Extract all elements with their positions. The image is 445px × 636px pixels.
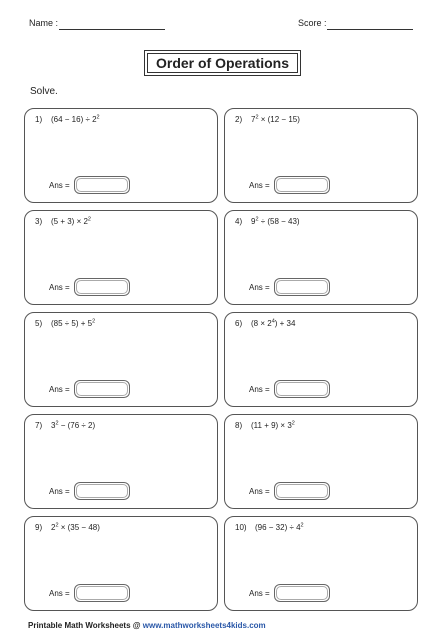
exponent: 2 <box>300 522 304 529</box>
expression-text: × (35 − 48) <box>58 523 100 532</box>
expression-text: 7 <box>251 115 256 124</box>
footer-prefix: Printable Math Worksheets @ <box>28 621 143 630</box>
problem-card <box>224 312 418 407</box>
answer-label: Ans = <box>49 385 70 394</box>
problem-number: 4) <box>235 217 243 226</box>
problem-expression <box>51 115 100 124</box>
answer-label: Ans = <box>49 589 70 598</box>
problem-expression <box>251 217 300 226</box>
expression-text: (5 + 3) × 2 <box>51 217 88 226</box>
exponent: 2 <box>87 216 91 223</box>
problem-expression <box>251 421 295 430</box>
problem-card <box>24 414 218 509</box>
answer-input-inner <box>76 280 128 294</box>
expression-text: 9 <box>251 217 256 226</box>
exponent: 2 <box>55 522 59 529</box>
title-frame <box>144 50 301 76</box>
answer-label: Ans = <box>249 385 270 394</box>
answer-input-inner <box>276 382 328 396</box>
answer-input[interactable] <box>74 584 130 602</box>
worksheet-title: Order of Operations <box>147 53 298 73</box>
score-field-line[interactable] <box>327 29 413 30</box>
answer-input[interactable] <box>74 482 130 500</box>
problem-expression <box>51 421 95 430</box>
exponent: 2 <box>255 216 259 223</box>
name-field-line[interactable] <box>59 29 165 30</box>
footer <box>28 621 266 630</box>
answer-input[interactable] <box>274 482 330 500</box>
expression-text: ÷ (58 − 43) <box>258 217 300 226</box>
problem-expression <box>251 319 295 328</box>
answer-label: Ans = <box>249 181 270 190</box>
answer-label: Ans = <box>249 283 270 292</box>
answer-input[interactable] <box>274 278 330 296</box>
answer-input-inner <box>76 382 128 396</box>
problem-number: 8) <box>235 421 243 430</box>
answer-input-inner <box>76 586 128 600</box>
expression-text: × (12 − 15) <box>258 115 300 124</box>
problem-card <box>224 516 418 611</box>
exponent: 2 <box>291 420 295 427</box>
problem-number: 6) <box>235 319 243 328</box>
expression-text: (8 × 2 <box>251 319 272 328</box>
answer-input[interactable] <box>74 176 130 194</box>
exponent: 2 <box>92 318 96 325</box>
problem-expression <box>51 523 100 532</box>
answer-input[interactable] <box>274 584 330 602</box>
problem-card <box>224 414 418 509</box>
answer-input-inner <box>276 178 328 192</box>
answer-label: Ans = <box>49 487 70 496</box>
problem-number: 7) <box>35 421 43 430</box>
problem-number: 3) <box>35 217 43 226</box>
problem-number: 2) <box>235 115 243 124</box>
problem-card <box>224 210 418 305</box>
expression-text: (85 ÷ 5) + 5 <box>51 319 93 328</box>
exponent: 2 <box>55 420 59 427</box>
problem-expression <box>51 319 95 328</box>
expression-text: (11 + 9) × 3 <box>251 421 292 430</box>
problem-number: 5) <box>35 319 43 328</box>
expression-text: ) + 34 <box>274 319 296 328</box>
problem-card <box>224 108 418 203</box>
answer-label: Ans = <box>49 283 70 292</box>
problem-expression <box>251 115 300 124</box>
exponent: 2 <box>255 114 259 121</box>
problem-card <box>24 108 218 203</box>
exponent: 2 <box>96 114 100 121</box>
answer-input-inner <box>76 484 128 498</box>
answer-input-inner <box>276 586 328 600</box>
answer-input-inner <box>76 178 128 192</box>
answer-label: Ans = <box>249 487 270 496</box>
problem-number: 9) <box>35 523 43 532</box>
problem-card <box>24 516 218 611</box>
footer-url-link[interactable]: www.mathworksheets4kids.com <box>142 621 266 630</box>
answer-input-inner <box>276 280 328 294</box>
problem-card <box>24 312 218 407</box>
answer-input[interactable] <box>274 380 330 398</box>
answer-input-inner <box>276 484 328 498</box>
answer-label: Ans = <box>249 589 270 598</box>
answer-input[interactable] <box>74 278 130 296</box>
name-label: Name : <box>29 18 59 28</box>
exponent: 4 <box>271 318 275 325</box>
problem-expression <box>51 217 91 226</box>
instruction-text: Solve. <box>30 86 58 97</box>
expression-text: (96 − 32) ÷ 4 <box>255 523 301 532</box>
expression-text: (64 − 16) ÷ 2 <box>51 115 97 124</box>
problem-number: 1) <box>35 115 43 124</box>
score-label: Score : <box>298 18 327 28</box>
problem-expression <box>255 523 304 532</box>
answer-input[interactable] <box>74 380 130 398</box>
answer-input[interactable] <box>274 176 330 194</box>
problem-number: 10) <box>235 523 247 532</box>
expression-text: 2 <box>51 523 56 532</box>
expression-text: 3 <box>51 421 56 430</box>
expression-text: − (76 ÷ 2) <box>58 421 96 430</box>
problem-card <box>24 210 218 305</box>
answer-label: Ans = <box>49 181 70 190</box>
